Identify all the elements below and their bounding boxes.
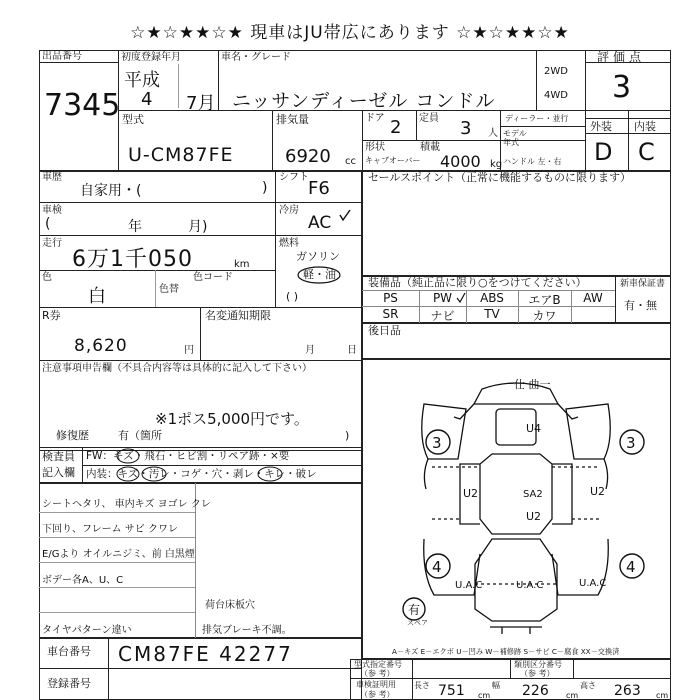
reg-label: 登録番号 xyxy=(47,677,91,690)
load-unit: kg xyxy=(490,159,503,170)
mark-left: U2 xyxy=(463,487,479,500)
banner: ☆★☆★★☆★ 現車はJU帯広にあります ☆★☆★★☆★ xyxy=(130,23,570,43)
note-line-2: 下回り、フレーム サビ クワレ xyxy=(42,524,178,535)
note-right-1: 荷台床板穴 xyxy=(205,600,255,611)
door: 2 xyxy=(390,117,402,138)
lot-number: 7345 xyxy=(44,88,121,123)
year: 4 xyxy=(141,89,153,110)
note-line-6: タイヤパターン違い xyxy=(42,625,132,636)
spare-mark: 有 xyxy=(408,603,421,617)
inspector-label-1: 検査員 xyxy=(42,450,75,463)
score: 3 xyxy=(612,70,632,105)
designated-sub: （参 考） xyxy=(360,669,395,678)
disp: 6920 xyxy=(285,146,331,167)
equip-navi: ナビ xyxy=(430,309,455,323)
usage-label: 車歴 xyxy=(42,172,62,183)
shift: F6 xyxy=(308,178,330,199)
note-line-4: ボデー各A、U、C xyxy=(42,575,124,586)
sales-label: セールスポイント（正常に機能するものに限ります） xyxy=(368,171,632,184)
ac-label: 冷房 xyxy=(279,205,299,216)
recycle-label: R券 xyxy=(42,309,61,322)
shift-label: シフト xyxy=(279,172,309,183)
repair-value: 有（箇所 xyxy=(118,429,162,442)
capacity: 3 xyxy=(460,118,472,139)
repair-close: ) xyxy=(345,429,350,442)
color: 白 xyxy=(88,286,106,307)
equipment-label: 装備品（純正品に限り○をつけてください） xyxy=(368,276,587,289)
drive-4wd: 4WD xyxy=(544,90,568,101)
designated-label: 型式指定番号 xyxy=(354,660,402,669)
score-label: 評価点 xyxy=(597,50,646,64)
pw-check-icon xyxy=(456,292,466,304)
length-unit: cm xyxy=(478,691,491,700)
dealer-label: ディーラー・並行 xyxy=(505,114,569,123)
cert-label-2: （参 考） xyxy=(360,690,395,699)
height-unit: cm xyxy=(656,691,669,700)
diesel-circle-icon xyxy=(296,265,342,285)
cert-label-1: 車検証明用 xyxy=(356,680,396,689)
fuel-diesel: 軽・油 xyxy=(303,268,336,281)
sales-block xyxy=(362,171,671,276)
notice-day: 日 xyxy=(347,345,357,356)
post-install-block xyxy=(362,323,671,359)
mileage-unit: km xyxy=(234,259,250,270)
inspection-month: 月) xyxy=(188,219,208,235)
note-line-1: シートヘタリ、 車内キズ ヨゴレ クレ xyxy=(42,499,211,510)
mark-rear-right: U.A.C xyxy=(579,578,607,589)
mark-roof: U4 xyxy=(526,422,542,435)
fw-line: FW：キズ・飛石・ヒビ割・リペア跡・×要 xyxy=(86,450,290,462)
drive-2wd: 2WD xyxy=(544,66,568,77)
disp-unit: cc xyxy=(345,156,356,167)
mileage: 6万1千050 xyxy=(72,247,193,272)
note-line-3: E/Gより オイルニジミ、前 白黒煙 xyxy=(42,549,195,560)
ext-label: 外装 xyxy=(590,120,612,133)
tire-fr: 3 xyxy=(626,434,636,452)
capacity-unit: 人 xyxy=(488,128,498,139)
car-name-label: 車名・グレード xyxy=(221,52,291,63)
repair-label: 修復歴 xyxy=(56,429,89,442)
mark-rear-center: U.A.C xyxy=(516,580,544,591)
model-label: 型式 xyxy=(122,113,144,126)
inspection-open: ( xyxy=(45,216,51,232)
load: 4000 xyxy=(440,152,481,171)
mark-rear-left: U.A.C xyxy=(455,580,483,591)
usage-close: ) xyxy=(262,180,268,196)
shape: キャブオーバー xyxy=(365,156,421,165)
height: 263 xyxy=(614,683,641,699)
spare-label: スペア xyxy=(407,619,428,627)
inspection-label: 車検 xyxy=(42,205,62,216)
equip-tv: TV xyxy=(484,307,500,321)
model-year-label-2: 年式 xyxy=(503,138,519,147)
remarks-label: 注意事項申告欄（不具合内容等は具体的に記入して下さい） xyxy=(42,363,312,374)
recycle-yen: 円 xyxy=(184,345,194,356)
interior-line: 内装：キズ・汚レ・コゲ・穴・剥レ・キレ・破レ xyxy=(86,468,317,480)
mark-center-1: SA2 xyxy=(523,489,543,500)
equip-abs: ABS xyxy=(480,291,504,305)
mileage-label: 走行 xyxy=(42,238,62,249)
load-label: 積載 xyxy=(420,142,440,153)
tire-rl: 4 xyxy=(432,558,442,576)
width: 226 xyxy=(522,683,549,699)
post-install-label: 後日品 xyxy=(368,324,401,337)
remarks-text: ※1ポス5,000円です。 xyxy=(155,410,309,428)
chassis-label: 車台番号 xyxy=(47,645,91,658)
equip-sr: SR xyxy=(382,307,399,321)
capacity-label: 定員 xyxy=(419,113,439,124)
model-year-label-1: モデル xyxy=(503,129,527,138)
width-unit: cm xyxy=(566,691,579,700)
width-label: 幅 xyxy=(492,681,500,690)
int-label: 内装 xyxy=(634,120,656,133)
handle-label: ハンドル 左・右 xyxy=(503,157,562,166)
int-grade: C xyxy=(638,138,655,166)
notice-month: 月 xyxy=(305,345,315,356)
month: 7月 xyxy=(186,93,216,114)
damage-legend: A－キズ E－エクボ U－凹み W－補修跡 S－サビ C－腐食 XX－交換済 xyxy=(392,647,620,656)
mark-center-2: U2 xyxy=(526,510,542,523)
car-name: ニッサンディーゼル コンドル xyxy=(232,90,496,112)
first-reg-label: 初度登録年月 xyxy=(121,52,181,63)
era: 平成 xyxy=(124,70,160,91)
color-change-label: 色替 xyxy=(159,284,179,295)
fuel-gasoline: ガソリン xyxy=(296,250,340,263)
ac: AC xyxy=(308,213,332,233)
shape-label: 形状 xyxy=(365,142,385,153)
class-label: 類別区分番号 xyxy=(514,660,562,669)
mark-right: U2 xyxy=(590,485,606,498)
warranty-label: 新車保証書 xyxy=(620,279,666,289)
lot-label: 出品番号 xyxy=(42,51,82,62)
ext-grade: D xyxy=(594,138,613,166)
height-label: 高さ xyxy=(580,681,596,690)
inspection-year: 年 xyxy=(128,219,142,235)
diagram-top-label: 一仕 曲一 xyxy=(503,378,551,391)
chassis-number: CM87FE 42277 xyxy=(118,642,293,666)
model: U-CM87FE xyxy=(128,144,234,166)
fuel-paren: ( ) xyxy=(286,290,299,303)
warranty-value: 有・無 xyxy=(624,299,657,312)
equip-airbag: エアB xyxy=(528,293,561,307)
door-label: ドア xyxy=(365,113,385,124)
color-code-label: 色コード xyxy=(193,272,233,283)
inspector-label-2: 記入欄 xyxy=(42,466,75,479)
length: 751 xyxy=(438,683,465,699)
fuel-label: 燃料 xyxy=(279,238,299,249)
note-right-2: 排気ブレーキ不調。 xyxy=(202,625,292,636)
equip-leather: カワ xyxy=(532,309,557,323)
inspector-circles xyxy=(110,447,310,483)
color-label: 色 xyxy=(42,272,52,283)
recycle: 8,620 xyxy=(74,336,128,356)
disp-label: 排気量 xyxy=(276,113,309,126)
equip-ps: PS xyxy=(383,291,398,305)
check-icon xyxy=(338,208,352,222)
length-label: 長さ xyxy=(414,681,430,690)
equip-aw: AW xyxy=(583,291,603,305)
usage: 自家用・( xyxy=(80,183,142,199)
tire-rr: 4 xyxy=(626,558,636,576)
notice-label: 名変通知期限 xyxy=(205,309,271,322)
tire-fl: 3 xyxy=(432,434,442,452)
class-sub: （参 考） xyxy=(520,669,555,678)
equip-pw: PW xyxy=(432,291,453,305)
